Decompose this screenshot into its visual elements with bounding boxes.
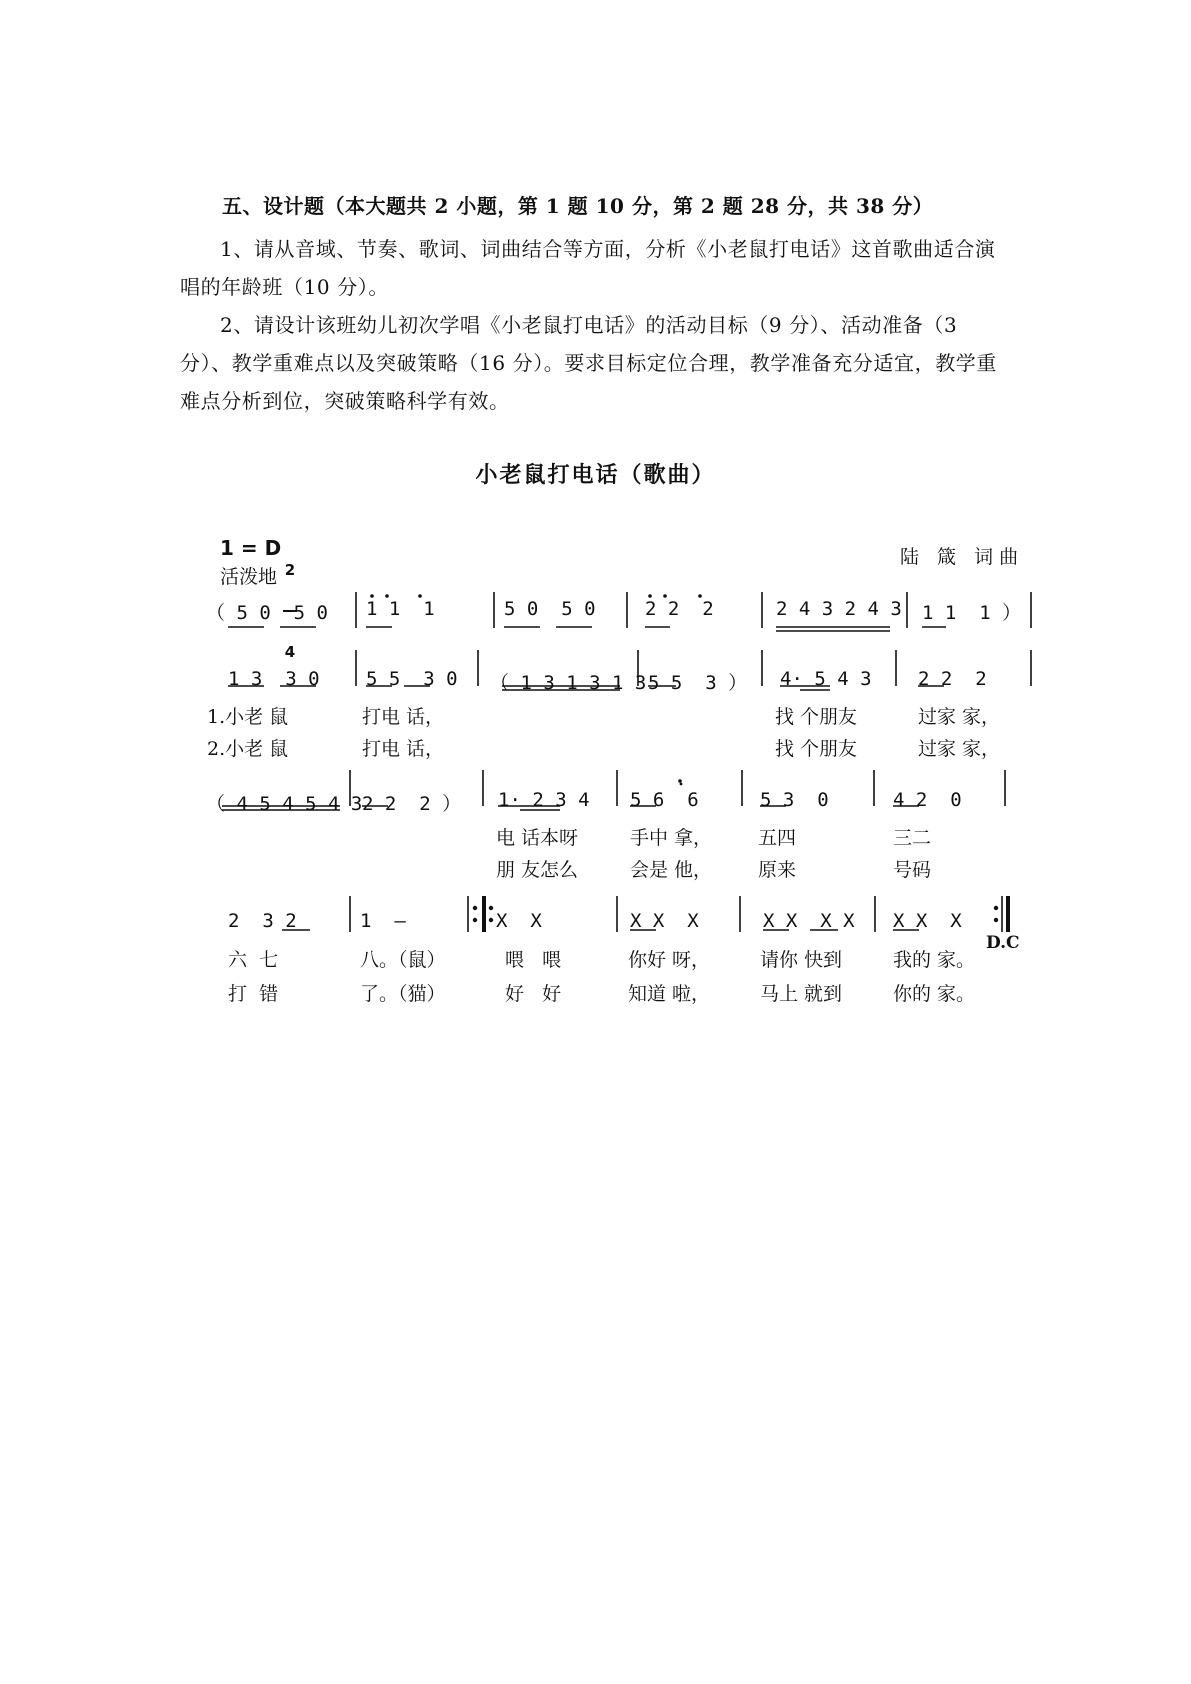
measure: 2 4 3 2 4 3 [776,598,902,620]
measure: 2 2 2 [918,668,987,690]
lyric: 原来 [758,859,797,881]
lyric: 马上 就到 [760,983,843,1005]
measure: 4 2 0 [893,789,962,811]
song-author: 陆 箴 词曲 [900,546,1025,568]
measure: 4· 5 4 3 [780,668,872,690]
lyric: 八。（鼠） [360,949,446,971]
measure: （ 1 3 1 3 1 3 [490,672,647,694]
lyric: 知道 啦， [628,983,711,1005]
lyric: 找 个朋友 [775,738,858,760]
lyric: 1.小老 鼠 [207,706,289,728]
time-signature-top: 2 [284,561,296,579]
lyric: 找 个朋友 [775,706,858,728]
measure: 5 5 3 0 [366,668,458,690]
lyric: 会是 他， [630,859,713,881]
measure: 1 – [360,910,406,932]
measure: 2 2 2 [645,598,714,620]
measure: 1· 2 3 4 [498,789,590,811]
lyric: 你的 家。 [893,983,976,1005]
lyric: 了。（猫） [360,983,446,1005]
da-capo-marking: D.C [986,933,1020,953]
lyric: 三二 [893,827,932,849]
tempo-marking: 活泼地 [220,566,278,588]
measure: 5 5 3 ） [648,672,748,694]
lyric: 电 话本呀 [496,827,579,849]
lyric: 我的 家。 [893,949,976,971]
lyric: 喂 喂 [505,949,562,971]
lyric: 六 七 [228,949,279,971]
measure: X X [496,910,542,932]
question-1: 1、请从音域、节奏、歌词、词曲结合等方面，分析《小老鼠打电话》这首歌曲适合演唱的年龄班（10 分）。 [180,237,996,299]
song-title: 小老鼠打电话（歌曲） [475,462,716,488]
measure: 2 2 2 ） [362,793,462,815]
lyric: 号码 [893,859,932,881]
measure: 5 6 6 [630,789,699,811]
time-signature-bottom: 4 [284,643,296,661]
measure: X X X [630,910,699,932]
measure: 5 0 5 0 [504,598,596,620]
lyric: 手中 拿， [630,827,713,849]
measure: 1 1 1 ） [922,602,1022,624]
measure: 1 3 3 0 [228,668,320,690]
measure: X X X X [763,910,855,932]
lyric: 朋 友怎么 [496,859,579,881]
lyric: 打电 话， [362,738,445,760]
lyric: 过家 家， [918,706,1001,728]
section-heading: 五、设计题（本大题共 2 小题，第 1 题 10 分，第 2 题 28 分，共 38 分） [222,194,934,218]
measure: 5 3 0 [760,789,829,811]
lyric: 打 错 [228,983,279,1005]
measure: 2 3 2 [228,910,297,932]
lyric: 过家 家， [918,738,1001,760]
measure: 1 1 1 [366,598,435,620]
lyric: 请你 快到 [760,949,843,971]
lyric: 好 好 [505,983,562,1005]
measure: （ 5 0 5 0 [206,602,328,624]
measure: （ 4 5 4 5 4 3 [206,793,363,815]
lyric: 五四 [758,827,797,849]
lyric: 2.小老 鼠 [207,738,289,760]
lyric: 打电 话， [362,706,445,728]
question-2: 2、请设计该班幼儿初次学唱《小老鼠打电话》的活动目标（9 分）、活动准备（3 分）、教学重难点以及突破策略（16 分）。要求目标定位合理，教学准备充分适宜，教学重难点分析到位，突破策略科学有效。 [180,313,998,413]
measure: X X X [893,910,962,932]
key-signature: 1 = D [220,536,282,560]
lyric: 你好 呀， [628,949,711,971]
